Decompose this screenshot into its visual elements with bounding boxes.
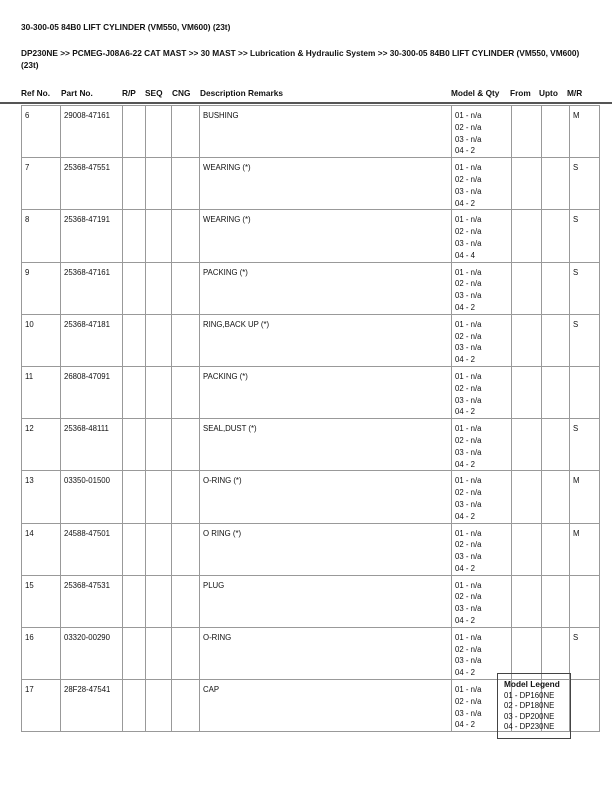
model-qty-line: 02 - n/a [455, 122, 482, 132]
from-cell [512, 210, 542, 262]
table-row [22, 366, 600, 418]
model-qty [452, 158, 512, 210]
from-cell [512, 471, 542, 523]
col-ref: Ref No. [21, 88, 51, 98]
page-title: 30-300-05 84B0 LIFT CYLINDER (VM550, VM600) (23t) [21, 22, 231, 32]
ref-no: 15 [22, 575, 61, 627]
upto-cell [542, 575, 570, 627]
part-no: 24588-47501 [61, 523, 123, 575]
model-qty-line: 03 - n/a [455, 708, 482, 718]
model-qty-line: 03 - n/a [455, 395, 482, 405]
description: CAP [200, 680, 452, 732]
model-qty-line: 01 - n/a [455, 424, 482, 434]
ref-no: 7 [22, 158, 61, 210]
ref-no: 13 [22, 471, 61, 523]
breadcrumb: DP230NE >> PCMEG-J08A6-22 CAT MAST >> 30 MAST >> Lubrication & Hydraulic System >> 30-300-05 84B0 LIFT CYLINDER (VM550, VM600) (23t) [21, 48, 580, 70]
description: PLUG [200, 575, 452, 627]
part-no: 25368-47191 [61, 210, 123, 262]
rp-cell [123, 627, 146, 679]
cng-cell [172, 262, 200, 314]
model-qty [452, 523, 512, 575]
model-qty [452, 575, 512, 627]
model-qty-line: 03 - n/a [455, 499, 482, 509]
model-qty-line: 01 - n/a [455, 319, 482, 329]
model-qty-line: 04 - 2 [455, 720, 475, 730]
table-row [22, 314, 600, 366]
mr-cell: M [570, 523, 600, 575]
ref-no: 14 [22, 523, 61, 575]
rp-cell [123, 575, 146, 627]
from-cell [512, 575, 542, 627]
upto-cell [542, 106, 570, 158]
model-qty-line: 04 - 2 [455, 563, 475, 573]
part-no: 25368-47181 [61, 314, 123, 366]
rp-cell [123, 210, 146, 262]
mr-cell: S [570, 627, 600, 679]
model-qty-line: 01 - n/a [455, 215, 482, 225]
description: SEAL,DUST (*) [200, 419, 452, 471]
model-qty-line: 02 - n/a [455, 174, 482, 184]
ref-no: 12 [22, 419, 61, 471]
cng-cell [172, 158, 200, 210]
rp-cell [123, 680, 146, 732]
description: BUSHING [200, 106, 452, 158]
seq-cell [146, 210, 172, 262]
seq-cell [146, 262, 172, 314]
model-qty-line: 01 - n/a [455, 632, 482, 642]
model-qty-line: 04 - 2 [455, 302, 475, 312]
model-qty-line: 04 - 2 [455, 407, 475, 417]
description: RING,BACK UP (*) [200, 314, 452, 366]
model-qty-line: 04 - 2 [455, 616, 475, 626]
from-cell [512, 314, 542, 366]
upto-cell [542, 366, 570, 418]
model-qty-line: 04 - 2 [455, 459, 475, 469]
model-qty-line: 02 - n/a [455, 279, 482, 289]
seq-cell [146, 471, 172, 523]
model-qty-line: 03 - n/a [455, 447, 482, 457]
legend-item: 03 - DP200NE [504, 711, 555, 721]
col-desc: Description Remarks [200, 88, 284, 98]
model-qty-line: 01 - n/a [455, 163, 482, 173]
cng-cell [172, 210, 200, 262]
col-rp: R/P [122, 88, 136, 98]
seq-cell [146, 523, 172, 575]
model-qty-line: 04 - 4 [455, 250, 475, 260]
seq-cell [146, 106, 172, 158]
from-cell [512, 419, 542, 471]
table-row [22, 158, 600, 210]
header-divider [0, 102, 612, 104]
legend-item: 02 - DP180NE [504, 701, 555, 711]
model-qty-line: 04 - 2 [455, 511, 475, 521]
rp-cell [123, 471, 146, 523]
mr-cell: S [570, 419, 600, 471]
part-no: 28F28-47541 [61, 680, 123, 732]
model-qty-line: 02 - n/a [455, 227, 482, 237]
model-qty-line: 02 - n/a [455, 435, 482, 445]
mr-cell [570, 680, 600, 732]
model-qty-line: 01 - n/a [455, 476, 482, 486]
model-qty [452, 419, 512, 471]
model-qty-line: 03 - n/a [455, 291, 482, 301]
description: O-RING [200, 627, 452, 679]
seq-cell [146, 627, 172, 679]
table-row [22, 627, 600, 679]
mr-cell: M [570, 471, 600, 523]
rp-cell [123, 158, 146, 210]
col-from: From [510, 88, 531, 98]
seq-cell [146, 158, 172, 210]
legend-item: 01 - DP160NE [504, 691, 555, 701]
col-seq: SEQ [145, 88, 163, 98]
upto-cell [542, 210, 570, 262]
from-cell [512, 627, 542, 679]
upto-cell [542, 523, 570, 575]
ref-no: 11 [22, 366, 61, 418]
table-row [22, 419, 600, 471]
col-cng: CNG [172, 88, 191, 98]
model-qty-line: 01 - n/a [455, 685, 482, 695]
ref-no: 16 [22, 627, 61, 679]
mr-cell: S [570, 158, 600, 210]
col-upto: Upto [539, 88, 558, 98]
from-cell [512, 158, 542, 210]
model-qty-line: 01 - n/a [455, 267, 482, 277]
upto-cell [542, 314, 570, 366]
table-row [22, 210, 600, 262]
part-no: 25368-48111 [61, 419, 123, 471]
model-qty-line: 02 - n/a [455, 488, 482, 498]
rp-cell [123, 366, 146, 418]
part-no: 26808-47091 [61, 366, 123, 418]
ref-no: 9 [22, 262, 61, 314]
cng-cell [172, 419, 200, 471]
model-qty [452, 106, 512, 158]
model-qty-line: 01 - n/a [455, 580, 482, 590]
mr-cell: S [570, 262, 600, 314]
seq-cell [146, 680, 172, 732]
mr-cell: S [570, 210, 600, 262]
model-qty-line: 02 - n/a [455, 383, 482, 393]
model-qty-line: 02 - n/a [455, 331, 482, 341]
model-qty-line: 03 - n/a [455, 134, 482, 144]
seq-cell [146, 314, 172, 366]
model-qty-line: 01 - n/a [455, 371, 482, 381]
model-qty-line: 04 - 2 [455, 146, 475, 156]
cng-cell [172, 627, 200, 679]
model-qty [452, 314, 512, 366]
table-row [22, 523, 600, 575]
model-qty-line: 04 - 2 [455, 668, 475, 678]
table-row [22, 471, 600, 523]
model-qty-line: 03 - n/a [455, 343, 482, 353]
model-qty-line: 01 - n/a [455, 528, 482, 538]
legend-item: 04 - DP230NE [504, 721, 555, 731]
model-qty-line: 04 - 2 [455, 355, 475, 365]
seq-cell [146, 366, 172, 418]
parts-table [21, 105, 600, 732]
cng-cell [172, 366, 200, 418]
part-no: 25368-47551 [61, 158, 123, 210]
upto-cell [542, 627, 570, 679]
table-row [22, 575, 600, 627]
col-mr: M/R [567, 88, 583, 98]
ref-no: 17 [22, 680, 61, 732]
cng-cell [172, 471, 200, 523]
description: PACKING (*) [200, 262, 452, 314]
cng-cell [172, 314, 200, 366]
part-no: 03350-01500 [61, 471, 123, 523]
from-cell [512, 262, 542, 314]
description: WEARING (*) [200, 158, 452, 210]
cng-cell [172, 106, 200, 158]
description: O RING (*) [200, 523, 452, 575]
model-qty [452, 262, 512, 314]
mr-cell [570, 575, 600, 627]
upto-cell [542, 262, 570, 314]
col-model: Model & Qty [451, 88, 500, 98]
model-qty-line: 04 - 2 [455, 198, 475, 208]
col-part: Part No. [61, 88, 93, 98]
table-row [22, 262, 600, 314]
model-qty [452, 366, 512, 418]
seq-cell [146, 575, 172, 627]
ref-no: 6 [22, 106, 61, 158]
upto-cell [542, 158, 570, 210]
part-no: 03320-00290 [61, 627, 123, 679]
cng-cell [172, 575, 200, 627]
ref-no: 8 [22, 210, 61, 262]
ref-no: 10 [22, 314, 61, 366]
model-qty-line: 02 - n/a [455, 592, 482, 602]
mr-cell: S [570, 314, 600, 366]
description: O-RING (*) [200, 471, 452, 523]
table-row [22, 106, 600, 158]
rp-cell [123, 523, 146, 575]
model-qty [452, 210, 512, 262]
cng-cell [172, 680, 200, 732]
model-qty-line: 02 - n/a [455, 540, 482, 550]
from-cell [512, 523, 542, 575]
description: WEARING (*) [200, 210, 452, 262]
rp-cell [123, 419, 146, 471]
model-qty-line: 03 - n/a [455, 186, 482, 196]
model-qty-line: 03 - n/a [455, 656, 482, 666]
seq-cell [146, 419, 172, 471]
model-qty [452, 471, 512, 523]
model-qty-line: 02 - n/a [455, 696, 482, 706]
mr-cell [570, 366, 600, 418]
model-qty [452, 627, 512, 679]
model-qty-line: 02 - n/a [455, 644, 482, 654]
model-qty-line: 03 - n/a [455, 604, 482, 614]
model-legend [497, 673, 571, 739]
mr-cell: M [570, 106, 600, 158]
description: PACKING (*) [200, 366, 452, 418]
rp-cell [123, 106, 146, 158]
part-no: 25368-47161 [61, 262, 123, 314]
part-no: 29008-47161 [61, 106, 123, 158]
model-qty-line: 03 - n/a [455, 552, 482, 562]
rp-cell [123, 314, 146, 366]
rp-cell [123, 262, 146, 314]
part-no: 25368-47531 [61, 575, 123, 627]
from-cell [512, 366, 542, 418]
legend-title: Model Legend [504, 679, 560, 689]
cng-cell [172, 523, 200, 575]
upto-cell [542, 419, 570, 471]
model-qty-line: 01 - n/a [455, 111, 482, 120]
model-qty-line: 03 - n/a [455, 238, 482, 248]
upto-cell [542, 471, 570, 523]
from-cell [512, 106, 542, 158]
